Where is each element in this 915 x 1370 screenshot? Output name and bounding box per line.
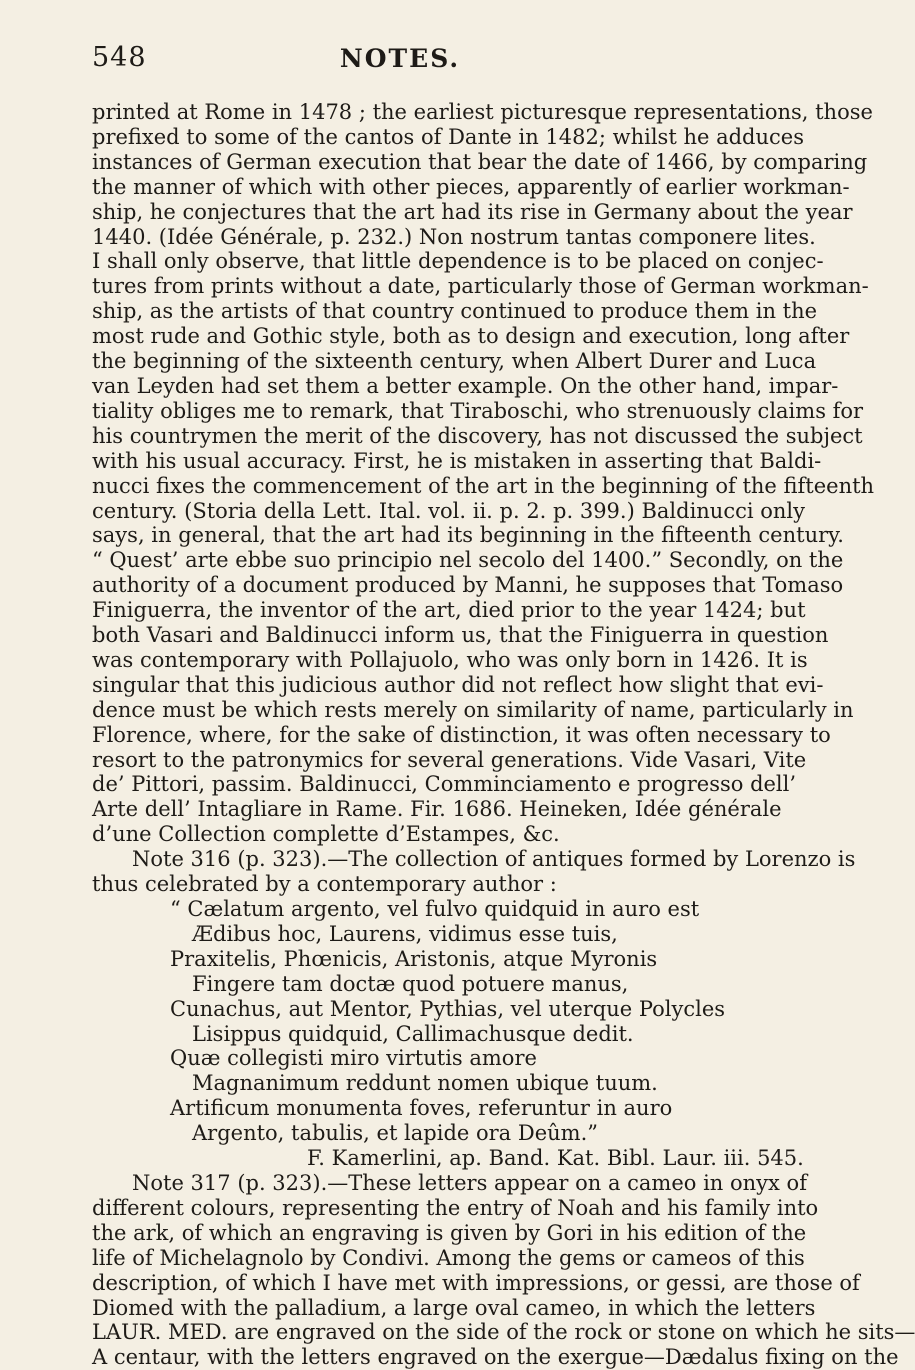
text-line: his countrymen the merit of the discovery, has not discussed the subject: [92, 423, 863, 448]
poem-line: Quæ collegisti miro virtutis amore: [170, 1046, 537, 1071]
poem-line: Fingere tam doctæ quod potuere manus,: [192, 971, 629, 996]
text-line: was contemporary with Pollajuolo, who was only born in 1426. It is: [92, 647, 808, 672]
poem-line: “ Cælatum argento, vel fulvo quidquid in auro est: [170, 897, 700, 921]
poem-line: Magnanimum reddunt nomen ubique tuum.: [192, 1071, 658, 1096]
page-header: [0, 42, 800, 82]
note-317-line: the ark, of which an engraving is given by Gori in his edition of the: [92, 1220, 807, 1245]
note-317-line: description, of which I have met with impressions, or gessi, are those of: [92, 1270, 860, 1295]
text-line: resort to the patronymics for several generations. Vide Vasari, Vite: [92, 747, 807, 772]
note-316-line: Note 316 (p. 323).—The collection of antiques formed by Lorenzo is: [132, 847, 856, 872]
poem-line: Argento, tabulis, et lapide ora Deûm.”: [192, 1121, 598, 1146]
text-line: ship, he conjectures that the art had its rise in Germany about the year: [92, 199, 853, 224]
note-317-line: different colours, representing the entry of Noah and his family into: [92, 1195, 819, 1220]
text-line: printed at Rome in 1478 ; the earliest picturesque representations, those: [92, 100, 873, 124]
note-317: [92, 1170, 915, 1370]
text-line: both Vasari and Baldinucci inform us, that the Finiguerra in question: [92, 623, 829, 648]
poem-citation: F. Kamerlini, ap. Band. Kat. Bibl. Laur. iii. 545.: [307, 1146, 804, 1171]
poem-line: Artificum monumenta foves, referuntur in auro: [170, 1096, 673, 1121]
note-317-line: A centaur, with the letters engraved on the exergue—Dædalus fixing on the: [92, 1345, 899, 1370]
note-317-line: LAUR. MED. are engraved on the side of the rock or stone on which he sits—: [92, 1320, 915, 1345]
text-line: singular that this judicious author did not reflect how slight that evi-: [92, 672, 824, 697]
note-317-line: Diomed with the palladium, a large oval cameo, in which the letters: [92, 1295, 816, 1320]
text-line: van Leyden had set them a better example. On the other hand, impar-: [92, 373, 839, 398]
note-316-line: thus celebrated by a contemporary author :: [92, 872, 557, 897]
text-line: says, in general, that the art had its beginning in the fifteenth century.: [92, 523, 844, 548]
text-line: I shall only observe, that little dependence is to be placed on conjec-: [92, 249, 824, 274]
poem-line: Lisippus quidquid, Callimachusque dedit.: [192, 1021, 634, 1046]
text-line: “ Quest’ arte ebbe suo principio nel secolo del 1400.” Secondly, on the: [92, 548, 844, 573]
note-316: [92, 847, 856, 897]
note-317-line: life of Michelagnolo by Condivi. Among the gems or cameos of this: [92, 1245, 805, 1270]
poem-line: Praxitelis, Phœnicis, Aristonis, atque Myronis: [170, 946, 658, 971]
latin-poem: [92, 897, 804, 1171]
text-line: de’ Pittori, passim. Baldinucci, Comminciamento e progresso dell’: [92, 772, 797, 797]
text-line: the beginning of the sixteenth century, when Albert Durer and Luca: [92, 349, 817, 374]
text-line: Finiguerra, the inventor of the art, died prior to the year 1424; but: [92, 598, 806, 623]
running-title: NOTES.: [339, 44, 461, 73]
text-line: tures from prints without a date, particularly those of German workman-: [92, 274, 869, 299]
poem-line: Cunachus, aut Mentor, Pythias, vel uterque Polycles: [170, 996, 726, 1021]
text-line: with his usual accuracy. First, he is mistaken in asserting that Baldi-: [92, 448, 822, 473]
page-number: 548: [92, 42, 147, 73]
text-line: 1440. (Idée Générale, p. 232.) Non nostrum tantas componere lites.: [92, 224, 816, 249]
text-line: d’une Collection complette d’Estampes, &c.: [92, 822, 560, 847]
poem-line: Ædibus hoc, Laurens, vidimus esse tuis,: [192, 921, 618, 946]
text-line: Arte dell’ Intagliare in Rame. Fir. 1686. Heineken, Idée générale: [92, 797, 782, 822]
text-line: dence must be which rests merely on similarity of name, particularly in: [92, 697, 854, 722]
text-line: most rude and Gothic style, both as to design and execution, long after: [92, 324, 850, 349]
text-line: tiality obliges me to remark, that Tiraboschi, who strenuously claims for: [92, 398, 864, 423]
text-line: ship, as the artists of that country continued to produce them in the: [92, 299, 818, 324]
text-line: prefixed to some of the cantos of Dante in 1482; whilst he adduces: [92, 124, 804, 149]
text-line: the manner of which with other pieces, apparently of earlier workman-: [92, 174, 850, 199]
text-line: century. (Storia della Lett. Ital. vol. ii. p. 2. p. 399.) Baldinucci only: [92, 498, 805, 523]
text-line: instances of German execution that bear the date of 1466, by comparing: [92, 149, 868, 174]
body-text: [92, 100, 915, 1370]
note-317-line: Note 317 (p. 323).—These letters appear on a cameo in onyx of: [132, 1170, 807, 1195]
text-line: nucci fixes the commencement of the art in the beginning of the fifteenth: [92, 473, 875, 498]
note-continuation: [92, 100, 875, 847]
text-line: Florence, where, for the sake of distinction, it was often necessary to: [92, 722, 831, 747]
text-line: authority of a document produced by Manni, he supposes that Tomaso: [92, 573, 844, 598]
